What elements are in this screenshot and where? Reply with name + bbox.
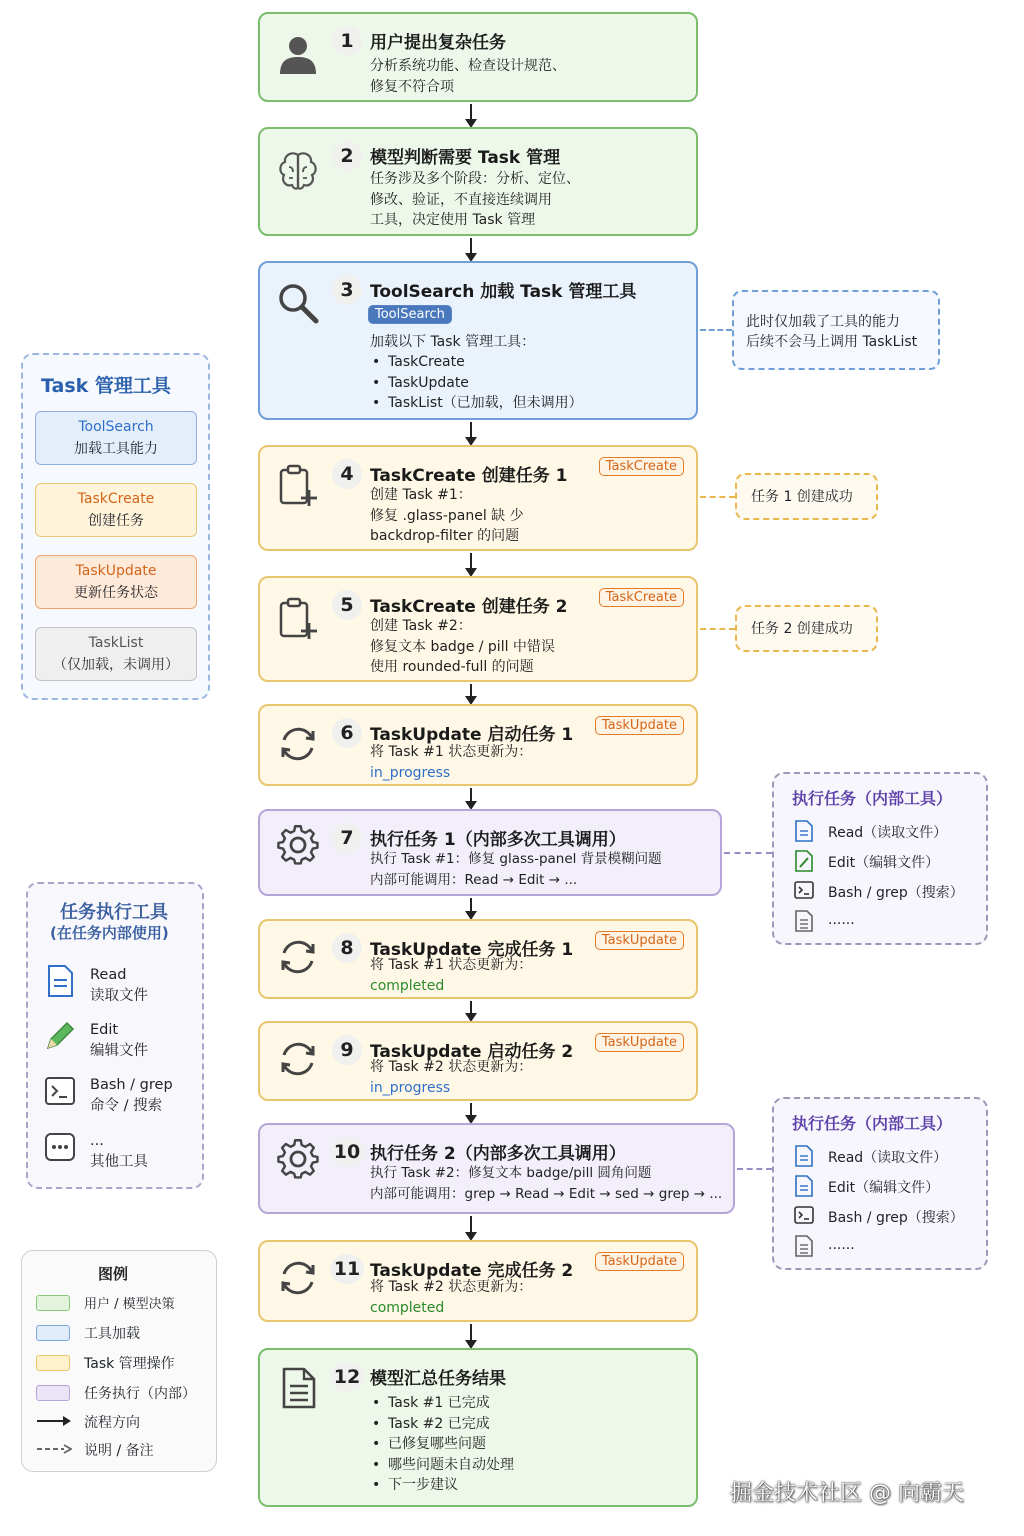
exec-tools-panel-1: 执行任务（内部工具） Read（读取文件） Edit（编辑文件） Bash / grep（搜索） ......	[772, 772, 988, 945]
refresh-icon	[276, 722, 320, 766]
step-desc: 将 Task #1 状态更新为： completed	[370, 955, 532, 996]
more-icon	[44, 1132, 76, 1162]
step-title: 模型判断需要 Task 管理	[370, 148, 561, 168]
file-icon	[794, 820, 814, 842]
step-title: 用户提出复杂任务	[370, 33, 506, 53]
step-title: ToolSearch 加载 Task 管理工具	[370, 282, 637, 302]
flow-arrow	[470, 1216, 472, 1239]
legend-title: 图例	[98, 1265, 129, 1283]
exec-tools-left-panel: 任务执行工具 (在任务内部使用) Read 读取文件 Edit 编辑文件 Bash / grep 命令 / 搜索 ... 其他工具	[26, 882, 204, 1189]
step-11	[258, 1240, 698, 1322]
legend-panel: 图例 用户 / 模型决策 工具加载 Task 管理操作 任务执行（内部） 流程方向 说明 / 备注	[21, 1250, 217, 1472]
step-number: 10	[330, 1137, 364, 1167]
flow-arrow	[470, 1103, 472, 1122]
flow-arrow	[470, 898, 472, 918]
dashed-arrow-icon	[36, 1442, 72, 1456]
exec-tools-panel-2: 执行任务（内部工具） Read（读取文件） Edit（编辑文件） Bash / grep（搜索） ......	[772, 1097, 988, 1270]
step-desc: 将 Task #2 状态更新为： completed	[370, 1277, 532, 1318]
terminal-icon	[794, 1205, 814, 1225]
step-desc: 加载以下 Task 管理工具：	[370, 334, 536, 350]
step-desc: 将 Task #2 状态更新为： in_progress	[370, 1057, 532, 1098]
step-title: TaskUpdate 启动任务 1	[370, 725, 574, 745]
step-8	[258, 919, 698, 999]
step-number: 6	[332, 718, 362, 748]
step-title: TaskUpdate 完成任务 1	[370, 940, 574, 960]
step-4	[258, 445, 698, 551]
step-number: 1	[332, 26, 362, 56]
file-icon	[794, 1145, 814, 1167]
read-file-icon	[46, 964, 74, 998]
gear-icon	[276, 1137, 320, 1181]
step-desc: 分析系统功能、检查设计规范、 修复不符合项	[370, 58, 566, 95]
step-7	[258, 809, 722, 896]
status-value: completed	[370, 977, 445, 994]
document-icon	[276, 1366, 320, 1410]
step-desc: 执行 Task #2：修复文本 badge/pill 圆角问题 内部可能调用：grep → Read → Edit → sed → grep → ...	[370, 1165, 723, 1202]
exec-tool-edit: Edit 编辑文件	[90, 1022, 148, 1059]
edit-file-icon	[794, 1175, 814, 1197]
step-12	[258, 1348, 698, 1507]
step-number: 3	[332, 275, 362, 305]
search-icon	[276, 281, 320, 325]
step-5	[258, 576, 698, 682]
flow-arrow	[470, 684, 472, 703]
task1-note: 任务 1 创建成功	[735, 473, 878, 520]
status-value: in_progress	[370, 1079, 451, 1096]
flow-arrow	[470, 1001, 472, 1020]
step-number: 4	[332, 459, 362, 489]
step-3	[258, 261, 698, 420]
chip-tasklist: TaskList （仅加载，未调用）	[35, 627, 197, 681]
exec-tool-read: Read 读取文件	[90, 967, 148, 1004]
watermark: 掘金技术社区 @ 向霸天	[730, 1481, 964, 1506]
note-connector	[700, 329, 732, 331]
status-value: completed	[370, 1299, 445, 1316]
task-tools-title: Task 管理工具	[41, 375, 171, 397]
step-title: TaskUpdate 完成任务 2	[370, 1261, 574, 1281]
step-title: 执行任务 2（内部多次工具调用）	[370, 1144, 626, 1164]
refresh-icon	[276, 935, 320, 979]
flow-arrow	[470, 1324, 472, 1347]
taskupdate-tag: TaskUpdate	[595, 1252, 684, 1271]
toolsearch-note: 此时仅加载了工具的能力 后续不会马上调用 TaskList	[732, 290, 940, 370]
refresh-icon	[276, 1037, 320, 1081]
step-number: 2	[332, 141, 362, 171]
taskupdate-tag: TaskUpdate	[595, 716, 684, 735]
taskcreate-tag: TaskCreate	[599, 457, 684, 476]
taskcreate-tag: TaskCreate	[599, 588, 684, 607]
flow-arrow	[470, 422, 472, 444]
flow-arrow	[470, 553, 472, 575]
step-title: TaskCreate 创建任务 1	[370, 466, 568, 486]
terminal-icon	[44, 1076, 76, 1106]
note-connector	[724, 852, 772, 854]
note-connector	[700, 628, 735, 630]
solid-arrow-icon	[36, 1414, 72, 1428]
step-bullets: • Task #1 已完成 • Task #2 已完成 • 已修复哪些问题 • 哪些问题未自动处理 • 下一步建议	[370, 1393, 514, 1496]
step-desc: 创建 Task #1： 修复 .glass-panel 缺 少 backdrop-filter 的问题	[370, 487, 524, 544]
note-connector	[737, 1168, 772, 1170]
step-title: TaskCreate 创建任务 2	[370, 597, 568, 617]
step-title: TaskUpdate 启动任务 2	[370, 1042, 574, 1062]
step-number: 9	[332, 1035, 362, 1065]
exec-tool-more: ... 其他工具	[90, 1133, 148, 1170]
brain-icon	[276, 149, 320, 193]
step-1	[258, 12, 698, 102]
flow-arrow	[470, 104, 472, 126]
chip-taskcreate: TaskCreate 创建任务	[35, 483, 197, 537]
step-number: 5	[332, 590, 362, 620]
pencil-icon	[44, 1020, 76, 1052]
flow-arrow	[470, 788, 472, 808]
step-number: 12	[330, 1362, 364, 1392]
step-desc: 执行 Task #1：修复 glass-panel 背景模糊问题 内部可能调用：Read → Edit → ...	[370, 851, 662, 888]
step-desc: 创建 Task #2： 修复文本 badge / pill 中错误 使用 rounded-full 的问题	[370, 618, 555, 675]
edit-file-icon	[794, 850, 814, 872]
step-2	[258, 127, 698, 236]
step-number: 11	[330, 1254, 364, 1284]
step-number: 7	[332, 823, 362, 853]
file-icon	[794, 1235, 814, 1257]
clipboard-add-icon	[276, 463, 320, 507]
terminal-icon	[794, 880, 814, 900]
step-number: 8	[332, 933, 362, 963]
taskupdate-tag: TaskUpdate	[595, 931, 684, 950]
file-icon	[794, 910, 814, 932]
step-bullets: • TaskCreate • TaskUpdate • TaskList（已加载，但未调用）	[370, 352, 583, 414]
status-value: in_progress	[370, 764, 451, 781]
step-9	[258, 1021, 698, 1101]
taskupdate-tag: TaskUpdate	[595, 1033, 684, 1052]
clipboard-add-icon	[276, 596, 320, 640]
exec-tool-bash: Bash / grep 命令 / 搜索	[90, 1077, 173, 1114]
chip-toolsearch: ToolSearch 加载工具能力	[35, 411, 197, 465]
flow-arrow	[470, 238, 472, 260]
step-10	[258, 1123, 735, 1214]
note-connector	[700, 496, 735, 498]
step-title: 模型汇总任务结果	[370, 1369, 506, 1389]
chip-taskupdate: TaskUpdate 更新任务状态	[35, 555, 197, 609]
task-tools-panel	[21, 353, 210, 700]
toolsearch-tag: ToolSearch	[368, 305, 452, 324]
gear-icon	[276, 823, 320, 867]
step-6	[258, 704, 698, 786]
user-icon	[276, 32, 320, 76]
step-desc: 任务涉及多个阶段：分析、定位、 修改、验证，不直接连续调用 工具，决定使用 Task 管理	[370, 171, 580, 228]
refresh-icon	[276, 1256, 320, 1300]
step-desc: 将 Task #1 状态更新为： in_progress	[370, 742, 532, 783]
task2-note: 任务 2 创建成功	[735, 605, 878, 652]
step-title: 执行任务 1（内部多次工具调用）	[370, 830, 626, 850]
